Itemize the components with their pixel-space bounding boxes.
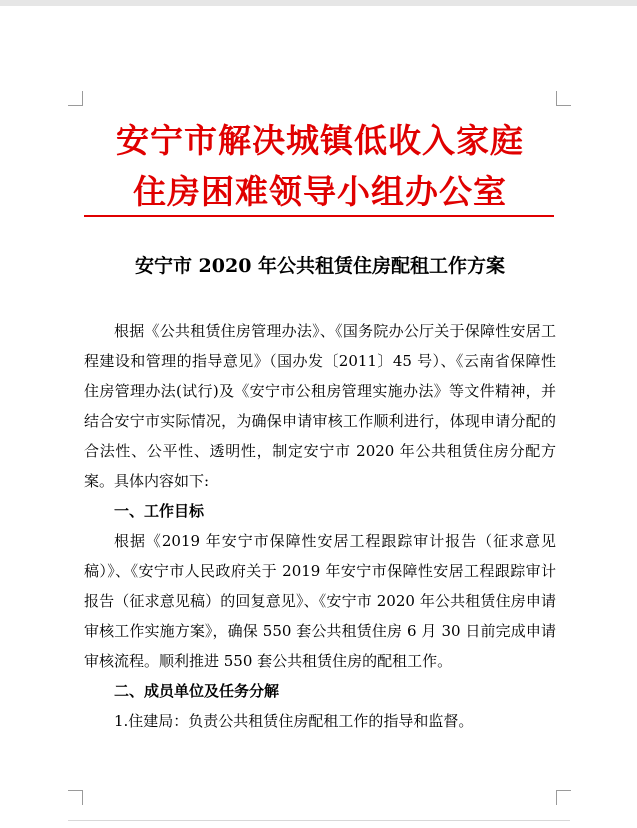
red-header-line-1: 安宁市解决城镇低收入家庭 <box>116 121 524 160</box>
section-2-item-1: 1.住建局：负责公共租赁住房配租工作的指导和监督。 <box>114 712 474 730</box>
document-title: 安宁市 2020 年公共租赁住房配租工作方案 <box>134 255 506 277</box>
section-2-heading: 二、成员单位及任务分解 <box>114 682 280 700</box>
section-1-heading: 一、工作目标 <box>114 502 205 520</box>
top-toolbar-edge <box>0 0 637 6</box>
red-header-line-2: 住房困难领导小组办公室 <box>133 172 507 211</box>
section-1-paragraph: 根据《2019 年安宁市保障性安居工程跟踪审计报告（征求意见稿）》、《安宁市人民政府关于 2019 年安宁市保障性安居工程跟踪审计报告（征求意见稿）的回复意见》、《安宁市 2020 年公共租赁住房申请审核工作实施方案》，确保 550 套公共租赁住房 6 月 30 日前完成申请审核流程。顺利推进 550 套公共租赁住房的配租工作。 <box>84 532 556 670</box>
crop-mark-bottom-left <box>68 790 83 805</box>
intro-paragraph: 根据《公共租赁住房管理办法》、《国务院办公厅关于保障性安居工程建设和管理的指导意见》（国办发〔2011〕45 号）、《云南省保障性住房管理办法(试行)及《安宁市公租房管理实施办法》等文件精神，并结合安宁市实际情况，为确保申请审核工作顺利进行，体现申请分配的合法性、公平性、透明性，制定安宁市 2020 年公共租赁住房分配方案。具体内容如下: <box>84 322 556 490</box>
page-bottom-edge <box>68 820 570 821</box>
document-body <box>84 316 556 736</box>
crop-mark-top-left <box>68 91 83 106</box>
red-header-rule <box>84 215 554 217</box>
crop-mark-top-right <box>556 91 571 106</box>
crop-mark-bottom-right <box>556 790 571 805</box>
